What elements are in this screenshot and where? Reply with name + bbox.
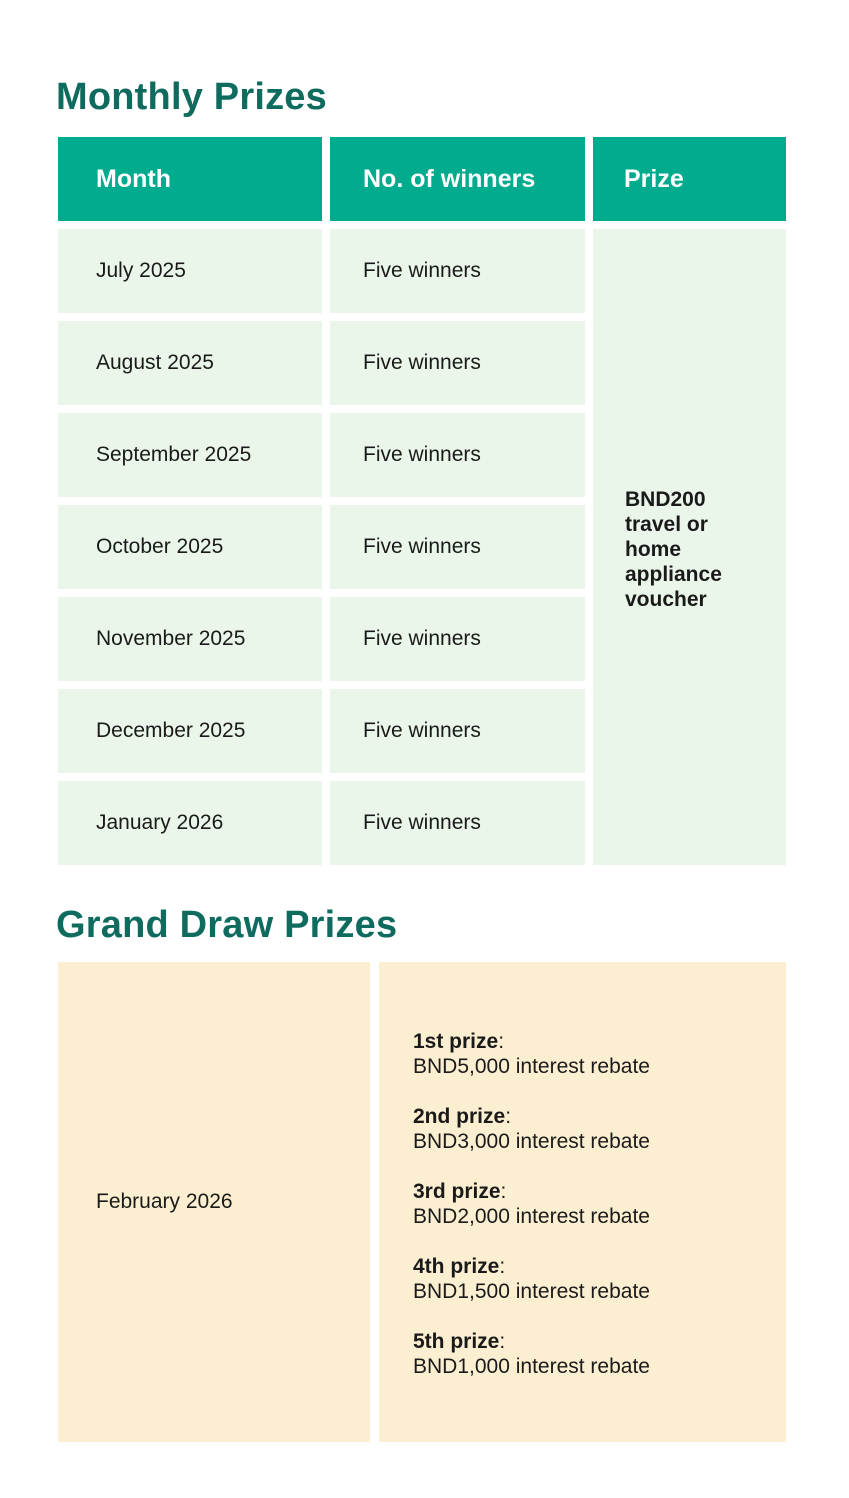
grand-draw-title: Grand Draw Prizes bbox=[56, 904, 398, 946]
month-cell: November 2025 bbox=[58, 597, 322, 681]
winners-cell: Five winners bbox=[330, 597, 585, 681]
prize-sep: : bbox=[505, 1105, 512, 1128]
winners-cell: Five winners bbox=[330, 689, 585, 773]
prize-value: BND3,000 interest rebate bbox=[413, 1130, 650, 1153]
prize-sep: : bbox=[500, 1180, 507, 1203]
prize-value: BND1,500 interest rebate bbox=[413, 1280, 650, 1303]
grand-prize-item bbox=[413, 1104, 650, 1154]
prize-rank: 2nd prize bbox=[413, 1105, 506, 1128]
header-prize: Prize bbox=[593, 137, 786, 221]
prize-sep: : bbox=[499, 1255, 506, 1278]
prize-rank: 5th prize bbox=[413, 1330, 500, 1353]
grand-draw-table bbox=[58, 962, 786, 1442]
winners-cell: Five winners bbox=[330, 781, 585, 865]
winners-cell: Five winners bbox=[330, 505, 585, 589]
prize-value: BND1,000 interest rebate bbox=[413, 1355, 650, 1378]
grand-month-label: February 2026 bbox=[96, 1190, 233, 1213]
prize-line: home bbox=[625, 537, 682, 561]
month-cell: August 2025 bbox=[58, 321, 322, 405]
prize-line: BND200 bbox=[625, 487, 706, 511]
header-winners: No. of winners bbox=[330, 137, 585, 221]
grand-prize-item bbox=[413, 1254, 650, 1304]
monthly-prizes-title: Monthly Prizes bbox=[56, 76, 327, 118]
winners-cell: Five winners bbox=[330, 229, 585, 313]
prize-rank: 1st prize bbox=[413, 1030, 499, 1053]
prize-sep: : bbox=[499, 1330, 506, 1353]
header-month: Month bbox=[58, 137, 322, 221]
prize-value: BND5,000 interest rebate bbox=[413, 1055, 650, 1078]
prize-line: voucher bbox=[625, 587, 707, 611]
grand-month-cell bbox=[58, 962, 370, 1442]
prize-line: travel or bbox=[625, 512, 708, 536]
grand-prizes-cell bbox=[379, 962, 786, 1442]
monthly-prizes-table bbox=[58, 137, 786, 865]
monthly-prize-cell bbox=[593, 229, 786, 865]
month-cell: July 2025 bbox=[58, 229, 322, 313]
month-cell: December 2025 bbox=[58, 689, 322, 773]
grand-prize-item bbox=[413, 1029, 650, 1079]
month-cell: September 2025 bbox=[58, 413, 322, 497]
winners-cell: Five winners bbox=[330, 321, 585, 405]
month-cell: October 2025 bbox=[58, 505, 322, 589]
prize-line: appliance bbox=[625, 562, 722, 586]
month-cell: January 2026 bbox=[58, 781, 322, 865]
prize-sep: : bbox=[498, 1030, 505, 1053]
grand-prize-item bbox=[413, 1329, 650, 1379]
prize-rank: 4th prize bbox=[413, 1255, 500, 1278]
prize-value: BND2,000 interest rebate bbox=[413, 1205, 650, 1228]
winners-cell: Five winners bbox=[330, 413, 585, 497]
grand-prize-item bbox=[413, 1179, 650, 1229]
grand-prize-list bbox=[413, 1029, 650, 1379]
prize-rank: 3rd prize bbox=[413, 1180, 501, 1203]
monthly-prize-text bbox=[625, 487, 722, 612]
